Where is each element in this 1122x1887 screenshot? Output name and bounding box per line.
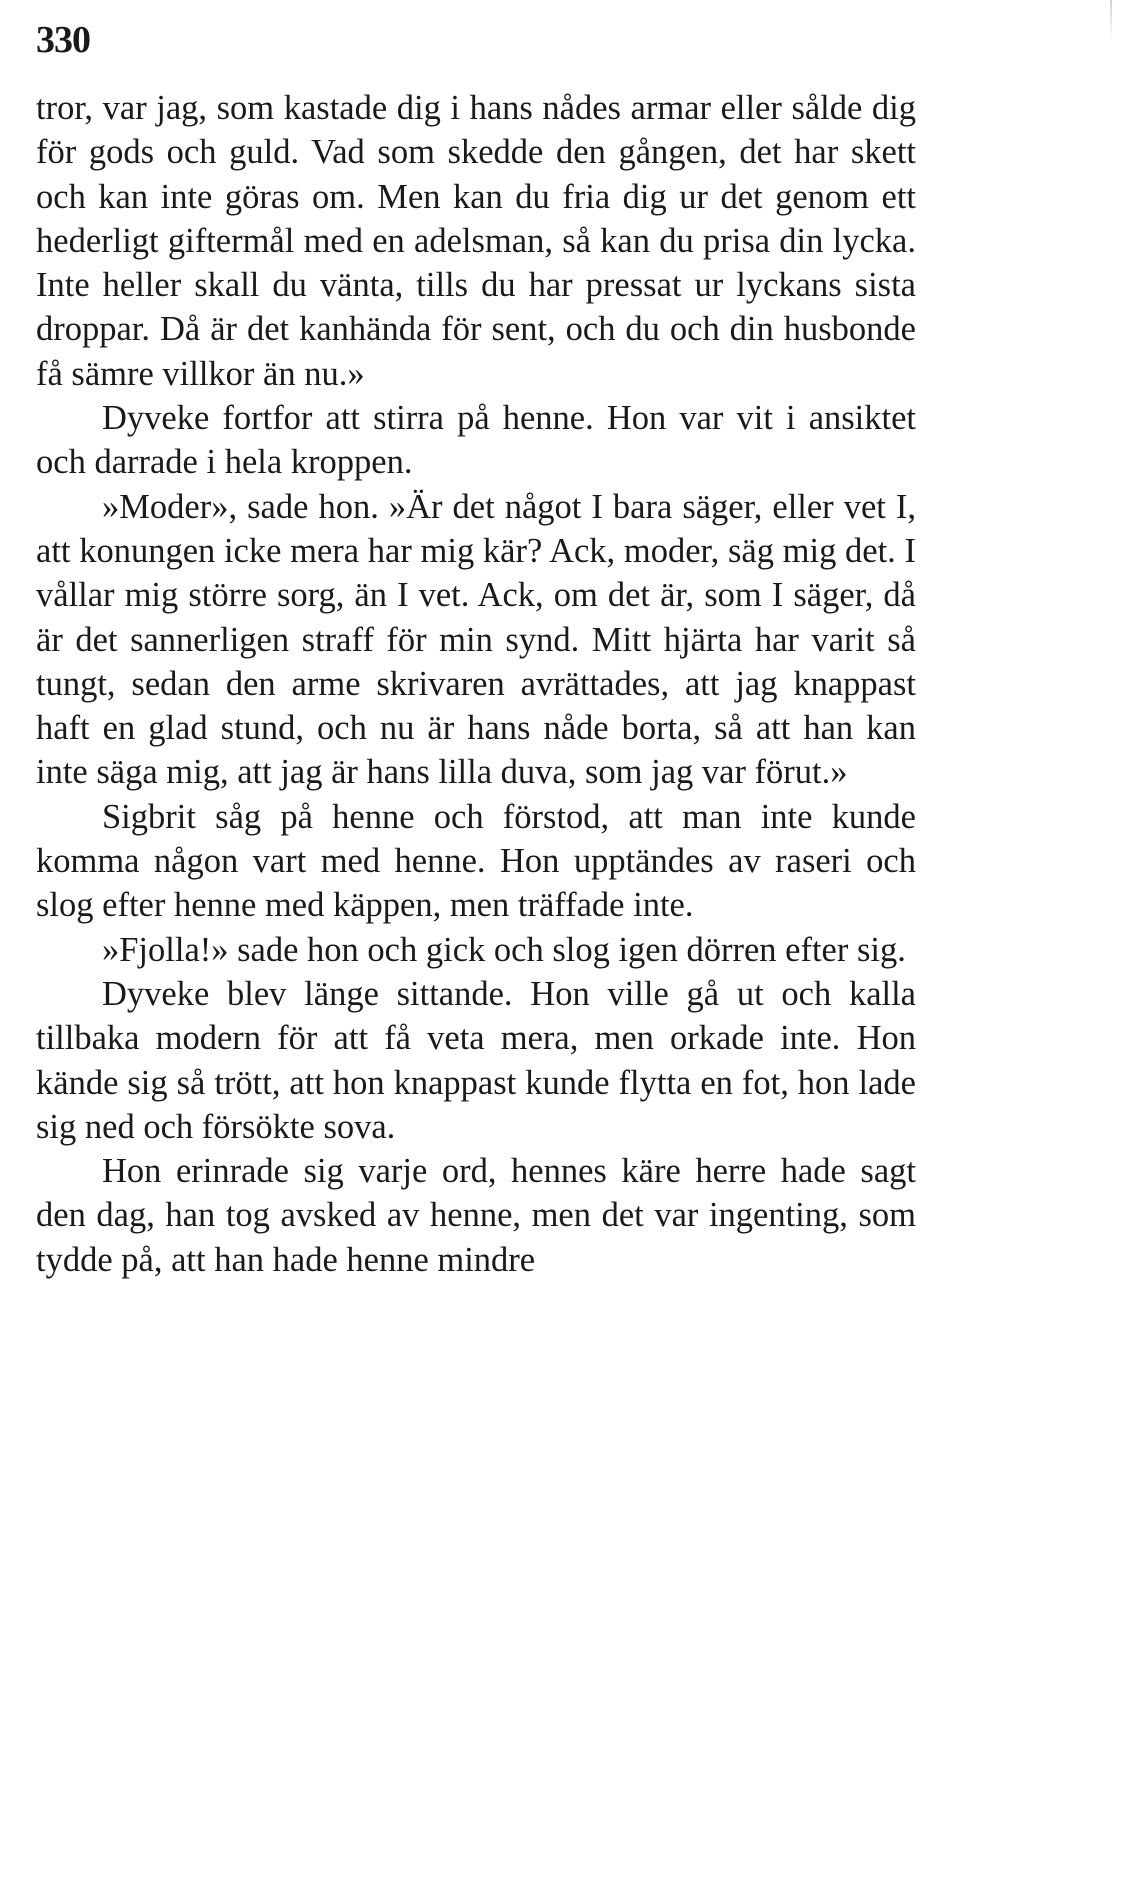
- paragraph-6: Dyveke blev länge sittande. Hon ville gå ut och kalla tillbaka modern för att få veta mera, men orkade inte. Hon kände sig så trött, att hon knappast kunde flytta en fot, hon lade sig ned och försökte sova.: [36, 974, 916, 1146]
- body-text: [36, 86, 916, 1282]
- page-number: 330: [36, 19, 90, 61]
- paragraph-5: »Fjolla!» sade hon och gick och slog igen dörren efter sig.: [102, 930, 906, 969]
- page-edge-mark: [1110, 0, 1112, 40]
- paragraph-7: Hon erinrade sig varje ord, hennes käre herre hade sagt den dag, han tog avsked av henne, men det var ingenting, som tydde på, att han hade henne mindre: [36, 1152, 916, 1279]
- paragraph-1: tror, var jag, som kastade dig i hans nådes armar eller sålde dig för gods och guld. Vad som skedde den gången, det har skett och kan inte göras om. Men kan du fria dig ur det genom ett hederligt giftermål med en adelsman, så kan du prisa din lycka. Inte heller skall du vänta, tills du har pressat ur lyckans sista droppar. Då är det kanhända för sent, och du och din husbonde få sämre villkor än nu.»: [36, 89, 916, 393]
- paragraph-2: Dyveke fortfor att stirra på henne. Hon var vit i ansiktet och darrade i hela kroppen.: [36, 399, 916, 482]
- paragraph-3: »Moder», sade hon. »Är det något I bara säger, eller vet I, att konungen icke mera har mig kär? Ack, moder, säg mig det. I vållar mig större sorg, än I vet. Ack, om det är, som I säger, då är det sannerligen straff för min synd. Mitt hjärta har varit så tungt, sedan den arme skrivaren avrättades, att jag knappast haft en glad stund, och nu är hans nåde borta, så att han kan inte säga mig, att jag är hans lilla duva, som jag var förut.»: [36, 487, 916, 792]
- paragraph-4: Sigbrit såg på henne och förstod, att man inte kunde komma någon vart med henne. Hon upptändes av raseri och slog efter henne med käppen, men träffade inte.: [36, 797, 916, 925]
